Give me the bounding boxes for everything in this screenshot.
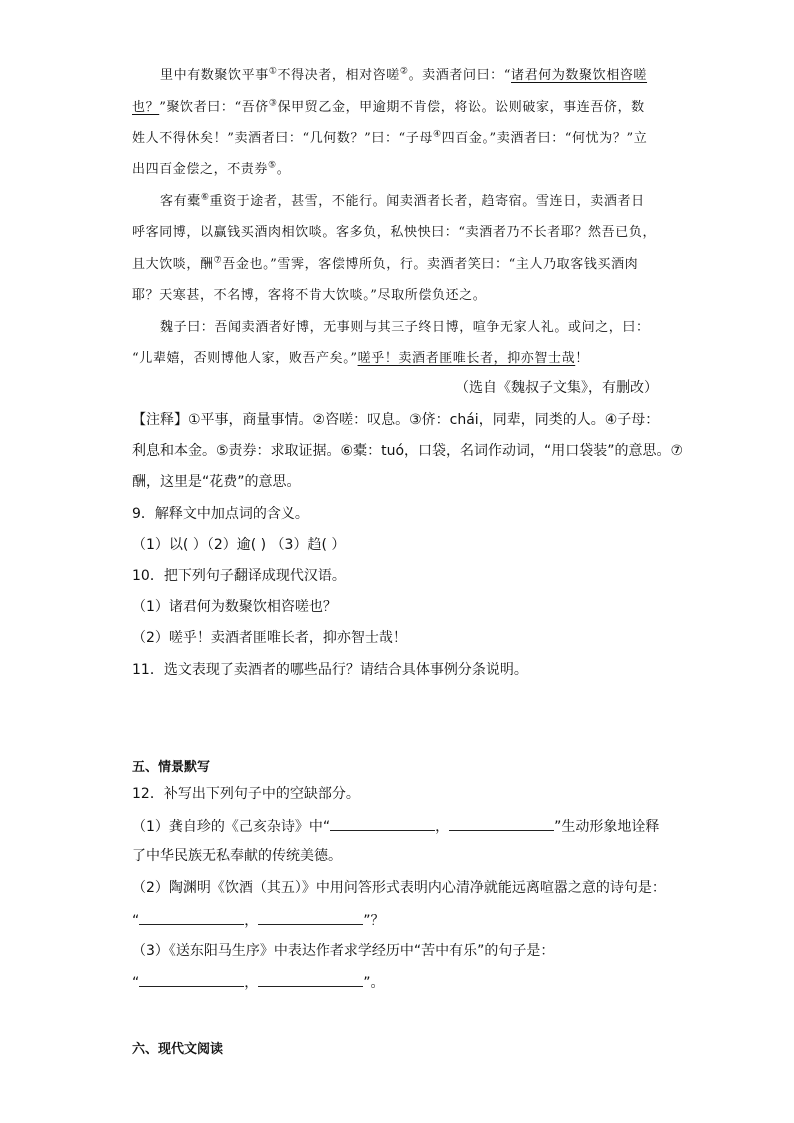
passage-source: （选自《魏叔子文集》，有删改）	[455, 380, 658, 396]
answer-blank[interactable]	[258, 972, 363, 987]
answer-blank[interactable]	[139, 910, 244, 925]
question-12-3: （3）《送东阳马生序》中表达作者求学经历中“苦中有乐”的句子是：	[132, 943, 555, 959]
question-10: 10．把下列句子翻译成现代汉语。	[132, 568, 346, 584]
underlined-sentence: 嗟乎！卖酒者匪唯长者，抑亦智士哉	[357, 351, 576, 366]
notes-line: 利息和本金。⑤责券：求取证据。⑥橐：tuó，口袋，名词作动词，“用口袋装”的意思。⑦	[132, 443, 684, 459]
answer-blank[interactable]	[258, 910, 363, 925]
question-12-3-blanks: “ ， ”。	[132, 972, 385, 993]
question-12-1-cont: 了中华民族无私奉献的传统美德。	[132, 848, 342, 864]
question-11: 11．选文表现了卖酒者的哪些品行？请结合具体事例分条说明。	[132, 662, 528, 678]
passage-line: 耶？天寒甚，不名博，客将不肯大饮啖。”尽取所偿负还之。	[132, 288, 487, 303]
answer-blank[interactable]	[449, 816, 554, 831]
section-6-title: 六、现代文阅读	[132, 1042, 224, 1057]
answer-blank[interactable]	[139, 972, 244, 987]
underlined-sentence: 也？	[132, 100, 160, 115]
answer-blank[interactable]	[330, 816, 435, 831]
passage-line: “儿辈嬉，否则博他人家，败吾产矣。”嗟乎！卖酒者匪唯长者，抑亦智士哉！	[132, 351, 589, 366]
passage-line: 魏子曰：吾闻卖酒者好博，无事则与其三子终日博，喧争无家人礼。或问之，曰：	[160, 320, 650, 335]
question-10-2: （2）嗟乎！卖酒者匪唯长者，抑亦智士哉！	[132, 630, 407, 646]
passage-line: 里中有数聚饮平事①不得决者，相对咨嗟②。卖酒者问曰：“诸君何为数聚饮相咨嗟	[160, 66, 648, 83]
passage-line: 呼客同博，以赢钱买酒肉相饮啖。客多负，私怏怏曰：“卖酒者乃不长者耶？然吾已负，	[132, 225, 657, 240]
question-12: 12．补写出下列句子中的空缺部分。	[132, 786, 360, 802]
underlined-sentence: 诸君何为数聚饮相咨嗟	[511, 68, 648, 83]
question-12-2-blanks: “ ， ”？	[132, 910, 385, 931]
notes-line: 【注释】①平事，商量事情。②咨嗟：叹息。③侪：chái，同辈，同类的人。④子母：	[132, 412, 660, 428]
section-5-title: 五、情景默写	[132, 760, 211, 775]
question-12-1: （1）龚自珍的《己亥杂诗》中“ ， ”生动形象地诠释	[132, 816, 659, 837]
question-9-items: （1）以( ）（2）逾( ) （3）趋( ）	[132, 537, 346, 553]
question-12-2: （2）陶渊明《饮酒（其五）》中用问答形式表明内心清净就能远离喧嚣之意的诗句是：	[132, 880, 666, 896]
passage-line: 也？”聚饮者曰：“吾侪③保甲贸乙金，甲逾期不肯偿，将讼。讼则破家，事连吾侪，数	[132, 98, 645, 115]
notes-line: 酬，这里是“花费”的意思。	[132, 474, 301, 490]
passage-line: 出四百金偿之，不责券⑤。	[132, 160, 291, 177]
passage-line: 客有橐⑥重资于途者，甚雪，不能行。闻卖酒者长者，趋寄宿。雪连日，卖酒者日	[160, 192, 645, 209]
passage-line: 且大饮啖，酬⑦吾金也。”雪霁，客偿博所负，行。卖酒者笑曰：“主人乃取客钱买酒肉	[132, 255, 639, 272]
question-10-1: （1）诸君何为数聚饮相咨嗟也？	[132, 599, 337, 615]
question-9: 9．解释文中加点词的含义。	[132, 506, 309, 522]
passage-line: 姓人不得休矣！”卖酒者曰：“几何数？”曰：“子母④四百金。”卖酒者曰：“何忧为？”立	[132, 129, 648, 146]
